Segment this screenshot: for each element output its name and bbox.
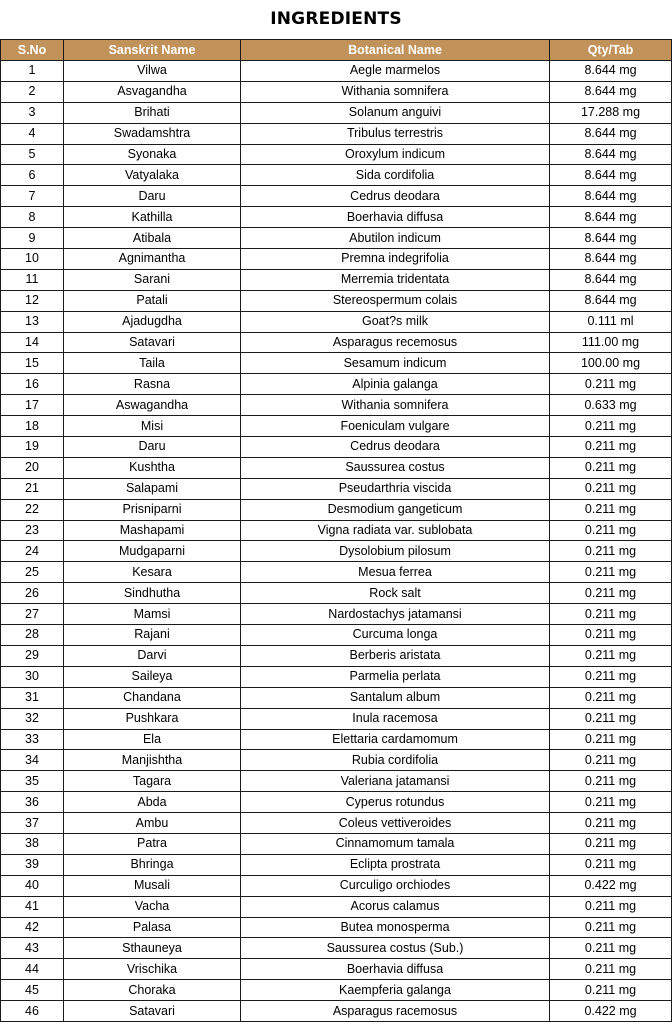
table-row [1,499,672,520]
cell-qty-tab: 0.211 mg [550,562,672,583]
cell-sanskrit-name: Manjishtha [64,750,241,771]
cell-sno: 19 [1,437,64,458]
cell-qty-tab: 8.644 mg [550,144,672,165]
table-row [1,980,672,1001]
cell-qty-tab: 8.644 mg [550,249,672,270]
cell-qty-tab: 0.211 mg [550,520,672,541]
table-row [1,353,672,374]
cell-qty-tab: 0.211 mg [550,437,672,458]
cell-qty-tab: 0.211 mg [550,645,672,666]
cell-botanical-name: Nardostachys jatamansi [241,604,550,625]
cell-sno: 42 [1,917,64,938]
cell-sanskrit-name: Mamsi [64,604,241,625]
cell-botanical-name: Sesamum indicum [241,353,550,374]
cell-qty-tab: 8.644 mg [550,165,672,186]
cell-botanical-name: Cedrus deodara [241,186,550,207]
cell-qty-tab: 0.211 mg [550,792,672,813]
page-title: INGREDIENTS [270,9,402,29]
cell-botanical-name: Oroxylum indicum [241,144,550,165]
table-row [1,249,672,270]
cell-sno: 45 [1,980,64,1001]
table-row [1,854,672,875]
cell-botanical-name: Boerhavia diffusa [241,959,550,980]
cell-sanskrit-name: Vatyalaka [64,165,241,186]
cell-qty-tab: 0.211 mg [550,604,672,625]
cell-sno: 26 [1,583,64,604]
cell-sno: 41 [1,896,64,917]
table-row [1,583,672,604]
cell-sanskrit-name: Chandana [64,687,241,708]
cell-botanical-name: Saussurea costus (Sub.) [241,938,550,959]
cell-sno: 16 [1,374,64,395]
table-row [1,771,672,792]
cell-sanskrit-name: Patra [64,833,241,854]
table-row [1,896,672,917]
cell-sno: 29 [1,645,64,666]
cell-botanical-name: Tribulus terrestris [241,123,550,144]
cell-qty-tab: 17.288 mg [550,102,672,123]
table-row [1,416,672,437]
cell-sno: 14 [1,332,64,353]
table-row [1,144,672,165]
cell-sanskrit-name: Musali [64,875,241,896]
cell-botanical-name: Asparagus recemosus [241,332,550,353]
cell-sno: 34 [1,750,64,771]
cell-sno: 5 [1,144,64,165]
cell-sno: 44 [1,959,64,980]
cell-sno: 12 [1,290,64,311]
cell-qty-tab: 8.644 mg [550,207,672,228]
table-row [1,750,672,771]
cell-qty-tab: 0.211 mg [550,959,672,980]
cell-sno: 27 [1,604,64,625]
table-row [1,875,672,896]
cell-sanskrit-name: Daru [64,186,241,207]
cell-botanical-name: Curculigo orchiodes [241,875,550,896]
table-row [1,729,672,750]
cell-botanical-name: Inula racemosa [241,708,550,729]
table-row [1,541,672,562]
cell-sanskrit-name: Ela [64,729,241,750]
table-row [1,332,672,353]
cell-qty-tab: 8.644 mg [550,269,672,290]
cell-sno: 38 [1,833,64,854]
cell-sanskrit-name: Patali [64,290,241,311]
cell-qty-tab: 8.644 mg [550,81,672,102]
cell-botanical-name: Parmelia perlata [241,666,550,687]
header-botanical-name: Botanical Name [241,40,550,61]
cell-sanskrit-name: Satavari [64,332,241,353]
cell-botanical-name: Stereospermum colais [241,290,550,311]
cell-sno: 10 [1,249,64,270]
table-row [1,813,672,834]
cell-qty-tab: 0.211 mg [550,708,672,729]
cell-botanical-name: Withania somnifera [241,395,550,416]
table-row [1,478,672,499]
table-row [1,269,672,290]
cell-sanskrit-name: Kesara [64,562,241,583]
cell-sno: 43 [1,938,64,959]
cell-sanskrit-name: Salapami [64,478,241,499]
cell-sanskrit-name: Kushtha [64,457,241,478]
cell-sno: 35 [1,771,64,792]
cell-sanskrit-name: Ambu [64,813,241,834]
cell-sanskrit-name: Atibala [64,228,241,249]
cell-qty-tab: 0.211 mg [550,980,672,1001]
cell-botanical-name: Valeriana jatamansi [241,771,550,792]
table-row [1,708,672,729]
cell-qty-tab: 0.211 mg [550,687,672,708]
cell-qty-tab: 0.211 mg [550,896,672,917]
cell-qty-tab: 0.211 mg [550,583,672,604]
cell-sno: 22 [1,499,64,520]
cell-sno: 23 [1,520,64,541]
cell-sno: 37 [1,813,64,834]
table-row [1,123,672,144]
cell-sno: 46 [1,1001,64,1022]
cell-botanical-name: Abutilon indicum [241,228,550,249]
cell-botanical-name: Butea monosperma [241,917,550,938]
header-sanskrit-name: Sanskrit Name [64,40,241,61]
cell-qty-tab: 0.211 mg [550,938,672,959]
cell-sanskrit-name: Sthauneya [64,938,241,959]
table-row [1,959,672,980]
table-body [1,61,672,1022]
cell-sanskrit-name: Rasna [64,374,241,395]
cell-sno: 18 [1,416,64,437]
cell-sanskrit-name: Vacha [64,896,241,917]
cell-qty-tab: 8.644 mg [550,228,672,249]
cell-botanical-name: Eclipta prostrata [241,854,550,875]
cell-qty-tab: 0.422 mg [550,875,672,896]
table-row [1,833,672,854]
cell-sno: 32 [1,708,64,729]
cell-botanical-name: Coleus vettiveroides [241,813,550,834]
table-row [1,792,672,813]
table-row [1,1001,672,1022]
cell-sno: 20 [1,457,64,478]
table-row [1,374,672,395]
table-row [1,61,672,82]
cell-sno: 30 [1,666,64,687]
cell-sanskrit-name: Abda [64,792,241,813]
cell-qty-tab: 0.211 mg [550,374,672,395]
cell-qty-tab: 8.644 mg [550,123,672,144]
cell-sanskrit-name: Pushkara [64,708,241,729]
cell-sanskrit-name: Saileya [64,666,241,687]
table-row [1,687,672,708]
cell-botanical-name: Desmodium gangeticum [241,499,550,520]
cell-botanical-name: Cinnamomum tamala [241,833,550,854]
cell-qty-tab: 0.211 mg [550,750,672,771]
cell-botanical-name: Withania somnifera [241,81,550,102]
cell-botanical-name: Pseudarthria viscida [241,478,550,499]
table-row [1,207,672,228]
cell-qty-tab: 0.211 mg [550,457,672,478]
cell-botanical-name: Boerhavia diffusa [241,207,550,228]
cell-botanical-name: Berberis aristata [241,645,550,666]
cell-sanskrit-name: Misi [64,416,241,437]
table-row [1,228,672,249]
cell-qty-tab: 0.211 mg [550,917,672,938]
cell-botanical-name: Aegle marmelos [241,61,550,82]
cell-sno: 6 [1,165,64,186]
cell-botanical-name: Acorus calamus [241,896,550,917]
cell-sanskrit-name: Sindhutha [64,583,241,604]
cell-qty-tab: 0.211 mg [550,478,672,499]
cell-qty-tab: 100.00 mg [550,353,672,374]
cell-qty-tab: 0.633 mg [550,395,672,416]
cell-sanskrit-name: Asvagandha [64,81,241,102]
cell-sanskrit-name: Mashapami [64,520,241,541]
table-row [1,437,672,458]
cell-sanskrit-name: Bhringa [64,854,241,875]
cell-sno: 33 [1,729,64,750]
table-row [1,562,672,583]
table-row [1,311,672,332]
cell-sanskrit-name: Kathilla [64,207,241,228]
cell-qty-tab: 0.422 mg [550,1001,672,1022]
cell-sno: 7 [1,186,64,207]
cell-sanskrit-name: Taila [64,353,241,374]
cell-botanical-name: Foeniculam vulgare [241,416,550,437]
cell-botanical-name: Merremia tridentata [241,269,550,290]
cell-qty-tab: 8.644 mg [550,186,672,207]
cell-botanical-name: Rubia cordifolia [241,750,550,771]
cell-botanical-name: Solanum anguivi [241,102,550,123]
cell-qty-tab: 8.644 mg [550,61,672,82]
table-row [1,938,672,959]
cell-qty-tab: 0.211 mg [550,729,672,750]
cell-botanical-name: Cedrus deodara [241,437,550,458]
cell-qty-tab: 0.211 mg [550,625,672,646]
cell-sno: 40 [1,875,64,896]
cell-botanical-name: Premna indegrifolia [241,249,550,270]
table-row [1,666,672,687]
cell-sanskrit-name: Ajadugdha [64,311,241,332]
table-row [1,604,672,625]
cell-botanical-name: Curcuma longa [241,625,550,646]
cell-qty-tab: 0.211 mg [550,854,672,875]
cell-sno: 13 [1,311,64,332]
cell-sno: 1 [1,61,64,82]
table-row [1,625,672,646]
cell-qty-tab: 0.211 mg [550,833,672,854]
cell-botanical-name: Saussurea costus [241,457,550,478]
cell-botanical-name: Santalum album [241,687,550,708]
cell-sno: 8 [1,207,64,228]
table-row [1,186,672,207]
cell-sanskrit-name: Choraka [64,980,241,1001]
cell-botanical-name: Rock salt [241,583,550,604]
cell-qty-tab: 0.211 mg [550,771,672,792]
table-row [1,290,672,311]
cell-sno: 11 [1,269,64,290]
cell-sanskrit-name: Satavari [64,1001,241,1022]
cell-qty-tab: 0.211 mg [550,416,672,437]
cell-sanskrit-name: Agnimantha [64,249,241,270]
cell-botanical-name: Elettaria cardamomum [241,729,550,750]
ingredients-table [0,39,672,1022]
cell-sno: 31 [1,687,64,708]
cell-botanical-name: Sida cordifolia [241,165,550,186]
cell-botanical-name: Vigna radiata var. sublobata [241,520,550,541]
cell-sno: 25 [1,562,64,583]
cell-qty-tab: 0.211 mg [550,813,672,834]
table-row [1,917,672,938]
cell-sanskrit-name: Vilwa [64,61,241,82]
cell-sanskrit-name: Aswagandha [64,395,241,416]
cell-qty-tab: 0.211 mg [550,666,672,687]
cell-botanical-name: Cyperus rotundus [241,792,550,813]
cell-qty-tab: 8.644 mg [550,290,672,311]
cell-sanskrit-name: Swadamshtra [64,123,241,144]
table-header-row [1,40,672,61]
cell-sanskrit-name: Tagara [64,771,241,792]
cell-sanskrit-name: Palasa [64,917,241,938]
cell-sanskrit-name: Rajani [64,625,241,646]
cell-sanskrit-name: Daru [64,437,241,458]
table-row [1,165,672,186]
cell-sanskrit-name: Syonaka [64,144,241,165]
cell-sanskrit-name: Brihati [64,102,241,123]
cell-botanical-name: Kaempferia galanga [241,980,550,1001]
cell-botanical-name: Asparagus racemosus [241,1001,550,1022]
header-qty-tab: Qty/Tab [550,40,672,61]
cell-sanskrit-name: Sarani [64,269,241,290]
cell-sno: 4 [1,123,64,144]
table-row [1,520,672,541]
cell-sanskrit-name: Darvi [64,645,241,666]
table-row [1,395,672,416]
cell-sanskrit-name: Vrischika [64,959,241,980]
cell-sno: 39 [1,854,64,875]
table-row [1,457,672,478]
cell-qty-tab: 111.00 mg [550,332,672,353]
table-row [1,102,672,123]
cell-sno: 28 [1,625,64,646]
cell-sno: 3 [1,102,64,123]
table-row [1,645,672,666]
cell-botanical-name: Goat?s milk [241,311,550,332]
cell-sno: 15 [1,353,64,374]
cell-sanskrit-name: Prisniparni [64,499,241,520]
cell-sno: 21 [1,478,64,499]
cell-qty-tab: 0.211 mg [550,499,672,520]
cell-sno: 9 [1,228,64,249]
cell-botanical-name: Mesua ferrea [241,562,550,583]
cell-sanskrit-name: Mudgaparni [64,541,241,562]
cell-sno: 24 [1,541,64,562]
cell-qty-tab: 0.211 mg [550,541,672,562]
cell-sno: 2 [1,81,64,102]
cell-botanical-name: Alpinia galanga [241,374,550,395]
header-sno: S.No [1,40,64,61]
cell-qty-tab: 0.111 ml [550,311,672,332]
cell-sno: 17 [1,395,64,416]
cell-sno: 36 [1,792,64,813]
table-row [1,81,672,102]
cell-botanical-name: Dysolobium pilosum [241,541,550,562]
